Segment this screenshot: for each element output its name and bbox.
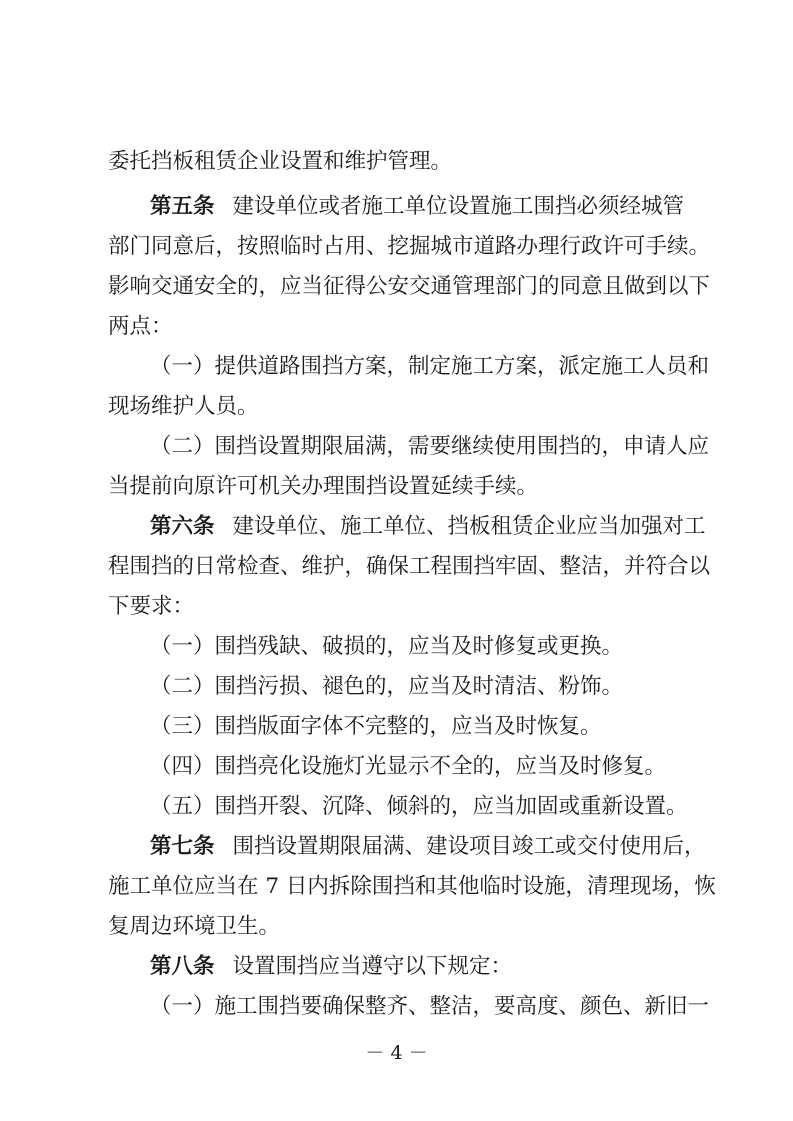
list-item-line: （四）围挡亮化设施灯光显示不全的，应当及时修复。 <box>150 754 667 779</box>
article-7-line: 第七条 围挡设置期限届满、建设项目竣工或交付使用后， <box>150 834 706 859</box>
text-line: 复周边环境卫生。 <box>108 914 281 939</box>
article-label: 第五条 <box>150 194 215 219</box>
list-item-line: （五）围挡开裂、沉降、倾斜的，应当加固或重新设置。 <box>150 794 688 819</box>
text-line: 下要求： <box>108 594 195 619</box>
list-item-line: （二）围挡设置期限届满，需要继续使用围挡的，申请人应 <box>150 434 710 459</box>
text-line: 程围挡的日常检查、维护，确保工程围挡牢固、整洁，并符合以 <box>108 554 711 579</box>
text-line: 两点： <box>108 314 173 339</box>
article-label: 第八条 <box>150 954 215 979</box>
article-6-line: 第六条 建设单位、施工单位、挡板租赁企业应当加强对工 <box>150 514 706 539</box>
article-label: 第七条 <box>150 834 215 859</box>
text-line: 现场维护人员。 <box>108 394 259 419</box>
article-5-line: 第五条 建设单位或者施工单位设置施工围挡必须经城管 <box>150 194 685 219</box>
article-8-line: 第八条 设置围挡应当遵守以下规定： <box>150 954 513 979</box>
article-label: 第六条 <box>150 514 215 539</box>
list-item-line: （一）提供道路围挡方案，制定施工方案，派定施工人员和 <box>150 354 710 379</box>
list-item-line: （一）围挡残缺、破损的，应当及时修复或更换。 <box>150 634 624 659</box>
list-item-line: （一）施工围挡要确保整齐、整洁，要高度、颜色、新旧一 <box>150 994 710 1019</box>
text-line: 部门同意后，按照临时占用、挖掘城市道路办理行政许可手续。 <box>108 234 711 259</box>
page-number: － 4 － <box>365 1042 428 1064</box>
list-item-line: （三）围挡版面字体不完整的，应当及时恢复。 <box>150 714 602 739</box>
text-line: 施工单位应当在 7 日内拆除围挡和其他临时设施，清理现场，恢 <box>108 874 716 899</box>
text-line: 当提前向原许可机关办理围挡设置延续手续。 <box>108 474 539 499</box>
text-line: 委托挡板租赁企业设置和维护管理。 <box>108 149 453 174</box>
list-item-line: （二）围挡污损、褪色的，应当及时清洁、粉饰。 <box>150 674 624 699</box>
text-line: 影响交通安全的，应当征得公安交通管理部门的同意且做到以下 <box>108 274 711 299</box>
